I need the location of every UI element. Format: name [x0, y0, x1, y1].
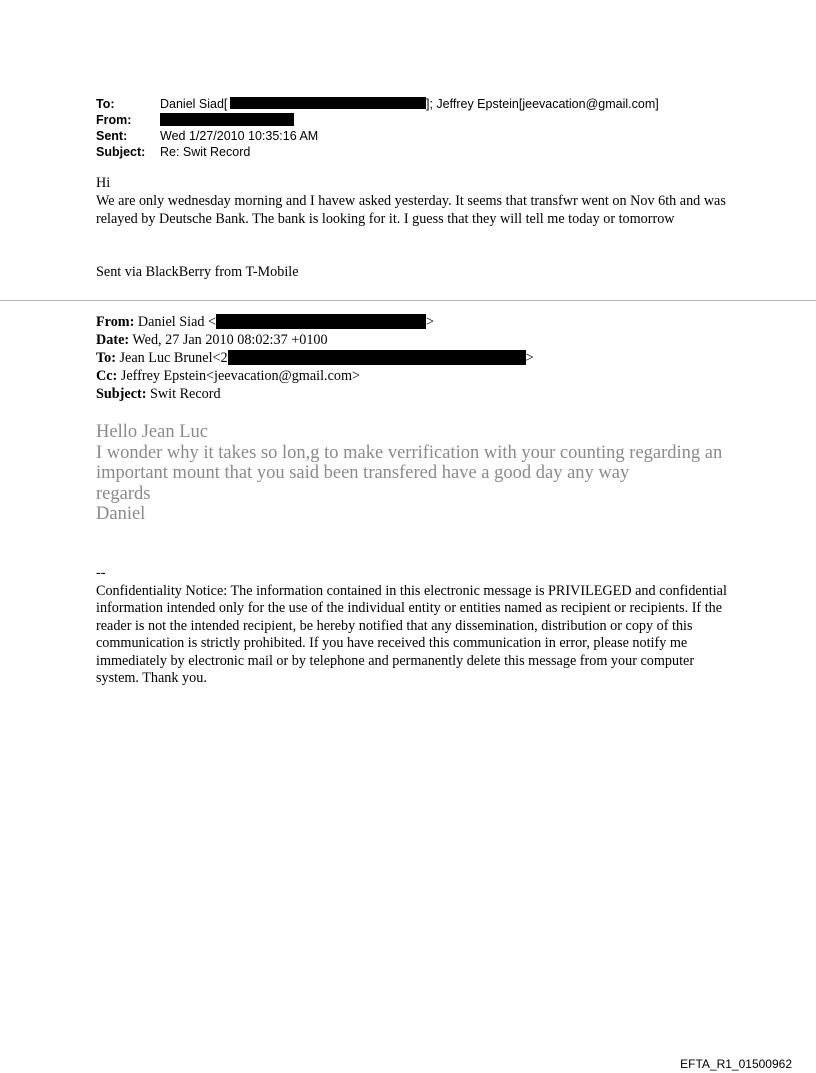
orig-subject-label: Subject: — [96, 386, 147, 402]
orig-to-value: Jean Luc Brunel<2 — [119, 350, 228, 366]
confidentiality-notice — [96, 565, 736, 688]
quoted-closing: regards — [96, 483, 151, 504]
document-id: EFTA_R1_01500962 — [680, 1057, 792, 1071]
redaction-bar — [160, 113, 294, 126]
orig-to-close: > — [525, 350, 534, 366]
orig-from-value: Daniel Siad < — [137, 314, 217, 330]
message-divider — [0, 300, 816, 301]
reply-signature: Sent via BlackBerry from T-Mobile — [96, 264, 299, 280]
sent-value: Wed 1/27/2010 10:35:16 AM — [160, 129, 319, 143]
orig-date-label: Date: — [96, 332, 130, 348]
to-rest: ]; Jeffrey Epstein[jeevacation@gmail.com] — [426, 97, 659, 111]
orig-from-row — [96, 313, 534, 331]
quoted-signature: Daniel — [96, 504, 146, 524]
orig-subject-value: Swit Record — [150, 386, 221, 402]
orig-subject-row — [96, 385, 534, 403]
redaction-bar — [230, 97, 426, 109]
quoted-greeting: Hello Jean Luc — [96, 422, 208, 442]
orig-date-value: Wed, 27 Jan 2010 08:02:37 +0100 — [132, 332, 328, 348]
quoted-body: I wonder why it takes so lon,g to make verrification with your counting regarding an important mount that you said been transfered have a good day any way — [96, 442, 723, 483]
reply-body — [96, 174, 736, 228]
orig-from-close: > — [426, 314, 435, 330]
original-message-header — [96, 313, 534, 403]
orig-cc-value: Jeffrey Epstein<jeevacation@gmail.com> — [120, 368, 360, 384]
reply-text: We are only wednesday morning and I havew asked yesterday. It seems that transfwr went on Nov 6th and was relayed by Deutsche Bank. The bank is looking for it. I guess that they will tell me today or tomorrow — [96, 193, 726, 227]
orig-cc-label: Cc: — [96, 368, 118, 384]
to-label: To: — [96, 97, 115, 111]
from-label: From: — [96, 113, 132, 127]
orig-to-label: To: — [96, 350, 116, 366]
subject-label: Subject: — [96, 145, 146, 159]
orig-date-row — [96, 331, 534, 349]
orig-cc-row — [96, 367, 534, 385]
quoted-message — [96, 422, 756, 525]
reply-greeting: Hi — [96, 175, 111, 191]
sent-label: Sent: — [96, 129, 128, 143]
redaction-bar — [228, 350, 526, 365]
to-name: Daniel Siad[ — [160, 97, 228, 111]
orig-from-label: From: — [96, 314, 135, 330]
confidentiality-text: Confidentiality Notice: The information contained in this electronic message is PRIVILEGED and confidential information intended only for the use of the individual entity or entities named as recipient or recipients. If the reader is not the intended recipient, be hereby notified that any dissemination, distribution or copy of this communication is strictly prohibited. If you have received this communication in error, please notify me immediately by electronic mail or by telephone and permanently delete this message from your computer system. Thank you. — [96, 582, 727, 686]
orig-to-row — [96, 349, 534, 367]
subject-value: Re: Swit Record — [160, 145, 251, 159]
signature-dashes: -- — [96, 565, 106, 581]
redaction-bar — [216, 314, 426, 329]
